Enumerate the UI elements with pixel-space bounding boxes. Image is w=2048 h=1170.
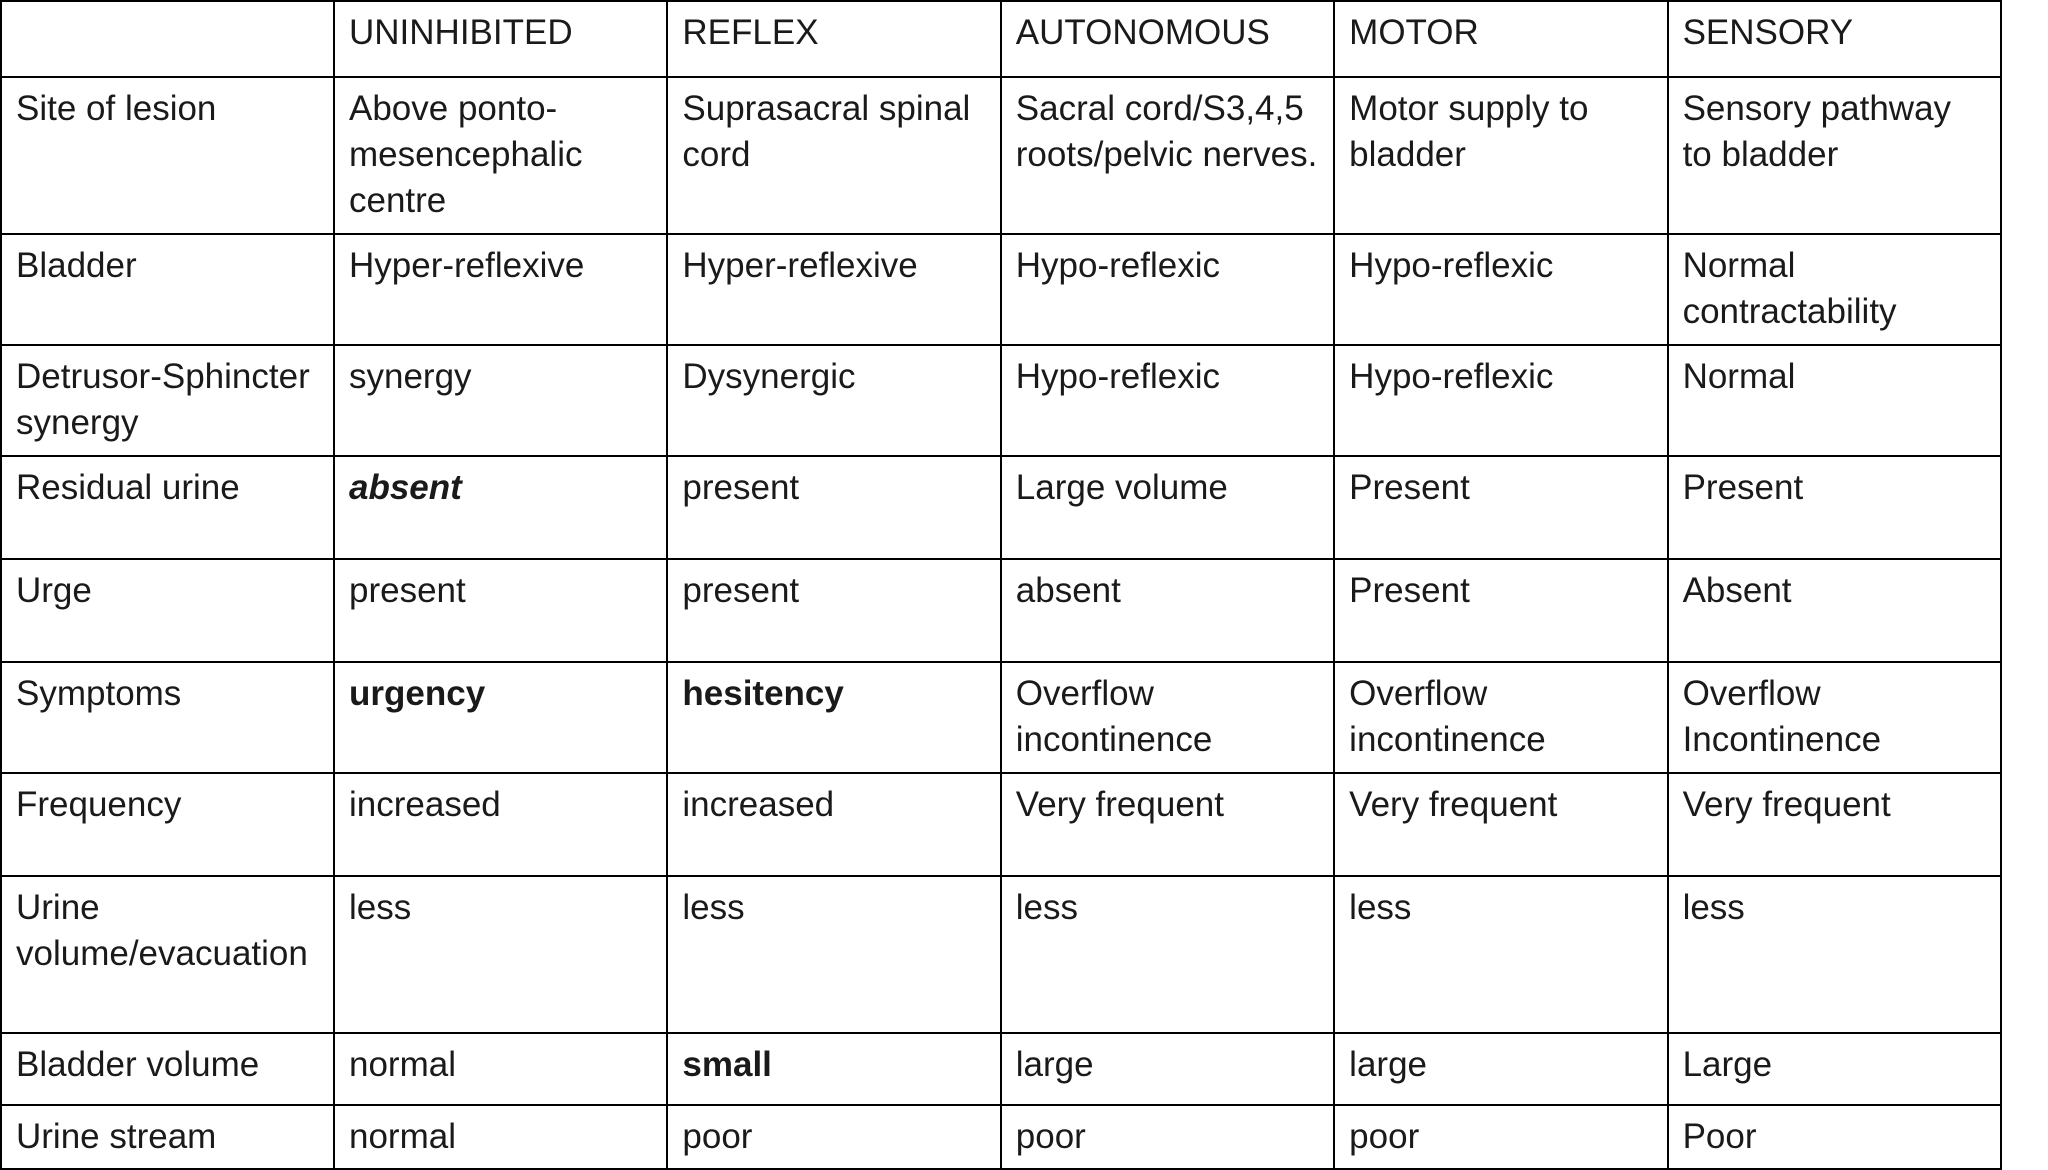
row-label: Bladder xyxy=(1,234,334,345)
header-reflex: REFLEX xyxy=(667,1,1000,77)
header-corner-cell xyxy=(1,1,334,77)
row-label: Urge xyxy=(1,559,334,662)
table-cell: Motor supply to bladder xyxy=(1334,77,1667,234)
table-row-bladder-volume xyxy=(1,1033,2001,1105)
table-cell: Hypo-reflexic xyxy=(1001,234,1334,345)
table-row-symptoms xyxy=(1,662,2001,773)
table-cell: present xyxy=(667,456,1000,559)
table-row-site-of-lesion xyxy=(1,77,2001,234)
table-cell: absent xyxy=(334,456,667,559)
table-cell: absent xyxy=(1001,559,1334,662)
table-cell: Sacral cord/S3,4,5 roots/pelvic nerves. xyxy=(1001,77,1334,234)
table-row-bladder xyxy=(1,234,2001,345)
header-motor: MOTOR xyxy=(1334,1,1667,77)
row-label: Urine volume/evacuation xyxy=(1,876,334,1033)
header-autonomous: AUTONOMOUS xyxy=(1001,1,1334,77)
table-cell: large xyxy=(1334,1033,1667,1105)
table-cell: poor xyxy=(1334,1105,1667,1169)
table-cell: Very frequent xyxy=(1668,773,2001,876)
row-label: Site of lesion xyxy=(1,77,334,234)
table-cell: Suprasacral spinal cord xyxy=(667,77,1000,234)
header-uninhibited: UNINHIBITED xyxy=(334,1,667,77)
table-row-urine-stream xyxy=(1,1105,2001,1169)
table-cell: Present xyxy=(1668,456,2001,559)
table-cell: Hyper-reflexive xyxy=(667,234,1000,345)
table-cell: Absent xyxy=(1668,559,2001,662)
table-cell: Large xyxy=(1668,1033,2001,1105)
table-cell: Hypo-reflexic xyxy=(1334,345,1667,456)
header-sensory: SENSORY xyxy=(1668,1,2001,77)
table-cell: normal xyxy=(334,1105,667,1169)
table-cell: Dysynergic xyxy=(667,345,1000,456)
table-cell: less xyxy=(667,876,1000,1033)
table-cell: Hypo-reflexic xyxy=(1334,234,1667,345)
table-cell: Overflow Incontinence xyxy=(1668,662,2001,773)
row-label: Frequency xyxy=(1,773,334,876)
table-cell: poor xyxy=(667,1105,1000,1169)
table-cell: less xyxy=(1001,876,1334,1033)
table-cell: Hyper-reflexive xyxy=(334,234,667,345)
table-cell: Sensory pathway to bladder xyxy=(1668,77,2001,234)
row-label: Detrusor-Sphincter synergy xyxy=(1,345,334,456)
table-cell: urgency xyxy=(334,662,667,773)
row-label: Urine stream xyxy=(1,1105,334,1169)
table-cell: synergy xyxy=(334,345,667,456)
table-row-urge xyxy=(1,559,2001,662)
table-cell: Overflow incontinence xyxy=(1334,662,1667,773)
table-row-urine-volume-evacuation xyxy=(1,876,2001,1033)
table-cell: Above ponto-mesencephalic centre xyxy=(334,77,667,234)
table-cell: present xyxy=(667,559,1000,662)
table-cell: small xyxy=(667,1033,1000,1105)
table-cell: Very frequent xyxy=(1001,773,1334,876)
header-row xyxy=(1,1,2001,77)
table-cell: Normal contractability xyxy=(1668,234,2001,345)
table-cell: Hypo-reflexic xyxy=(1001,345,1334,456)
table-row-residual-urine xyxy=(1,456,2001,559)
table-cell: less xyxy=(1334,876,1667,1033)
table-cell: increased xyxy=(334,773,667,876)
table-cell: Overflow incontinence xyxy=(1001,662,1334,773)
row-label: Bladder volume xyxy=(1,1033,334,1105)
table-cell: Present xyxy=(1334,456,1667,559)
table-cell: Very frequent xyxy=(1334,773,1667,876)
table-cell: Present xyxy=(1334,559,1667,662)
table-cell: normal xyxy=(334,1033,667,1105)
table-cell: Poor xyxy=(1668,1105,2001,1169)
table-cell: present xyxy=(334,559,667,662)
table-cell: Normal xyxy=(1668,345,2001,456)
table-cell: less xyxy=(334,876,667,1033)
table-cell: large xyxy=(1001,1033,1334,1105)
table-row-frequency xyxy=(1,773,2001,876)
table-cell: less xyxy=(1668,876,2001,1033)
table-row-detrusor-sphincter-synergy xyxy=(1,345,2001,456)
table-cell: hesitency xyxy=(667,662,1000,773)
table-cell: increased xyxy=(667,773,1000,876)
row-label: Symptoms xyxy=(1,662,334,773)
row-label: Residual urine xyxy=(1,456,334,559)
table-cell: Large volume xyxy=(1001,456,1334,559)
table-cell: poor xyxy=(1001,1105,1334,1169)
